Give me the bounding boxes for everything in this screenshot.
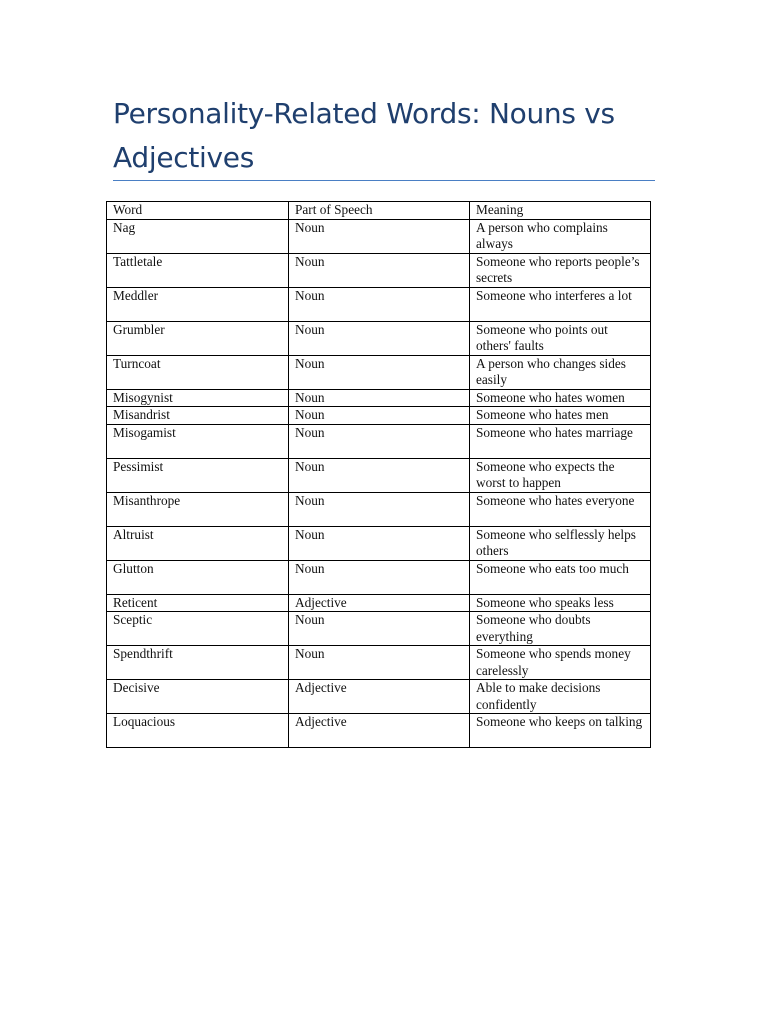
table-row bbox=[107, 287, 651, 321]
cell-part-of-speech: Noun bbox=[289, 407, 470, 425]
cell-word: Misandrist bbox=[107, 407, 289, 425]
cell-part-of-speech: Noun bbox=[289, 219, 470, 253]
table-row bbox=[107, 424, 651, 458]
cell-part-of-speech: Noun bbox=[289, 389, 470, 407]
cell-meaning: Someone who points out others' faults bbox=[470, 321, 651, 355]
cell-part-of-speech: Noun bbox=[289, 560, 470, 594]
cell-part-of-speech: Adjective bbox=[289, 680, 470, 714]
table-row bbox=[107, 355, 651, 389]
table-row bbox=[107, 594, 651, 612]
cell-meaning: Someone who eats too much bbox=[470, 560, 651, 594]
table-row bbox=[107, 680, 651, 714]
table-row bbox=[107, 612, 651, 646]
cell-part-of-speech: Noun bbox=[289, 612, 470, 646]
table-row bbox=[107, 219, 651, 253]
cell-meaning: Someone who reports people’s secrets bbox=[470, 253, 651, 287]
cell-word: Glutton bbox=[107, 560, 289, 594]
cell-meaning: Someone who spends money carelessly bbox=[470, 646, 651, 680]
cell-word: Meddler bbox=[107, 287, 289, 321]
vocabulary-table bbox=[106, 201, 651, 748]
cell-part-of-speech: Noun bbox=[289, 492, 470, 526]
cell-word: Altruist bbox=[107, 526, 289, 560]
document-title: Personality-Related Words: Nouns vs Adjectives bbox=[113, 97, 615, 174]
cell-part-of-speech: Noun bbox=[289, 253, 470, 287]
cell-word: Reticent bbox=[107, 594, 289, 612]
cell-meaning: A person who changes sides easily bbox=[470, 355, 651, 389]
cell-word: Misogamist bbox=[107, 424, 289, 458]
cell-word: Decisive bbox=[107, 680, 289, 714]
header-meaning: Meaning bbox=[470, 202, 651, 220]
cell-meaning: Someone who speaks less bbox=[470, 594, 651, 612]
cell-meaning: Someone who expects the worst to happen bbox=[470, 458, 651, 492]
table-row bbox=[107, 646, 651, 680]
cell-part-of-speech: Noun bbox=[289, 646, 470, 680]
table-row bbox=[107, 389, 651, 407]
table-row bbox=[107, 458, 651, 492]
cell-word: Turncoat bbox=[107, 355, 289, 389]
cell-word: Nag bbox=[107, 219, 289, 253]
cell-word: Misanthrope bbox=[107, 492, 289, 526]
cell-part-of-speech: Adjective bbox=[289, 714, 470, 748]
table-row bbox=[107, 321, 651, 355]
cell-meaning: Someone who keeps on talking bbox=[470, 714, 651, 748]
table-row bbox=[107, 253, 651, 287]
table-header-row bbox=[107, 202, 651, 220]
cell-part-of-speech: Noun bbox=[289, 355, 470, 389]
table-row bbox=[107, 492, 651, 526]
header-part-of-speech: Part of Speech bbox=[289, 202, 470, 220]
cell-meaning: Someone who selflessly helps others bbox=[470, 526, 651, 560]
cell-meaning: A person who complains always bbox=[470, 219, 651, 253]
table-row bbox=[107, 560, 651, 594]
cell-word: Loquacious bbox=[107, 714, 289, 748]
table-row bbox=[107, 407, 651, 425]
cell-part-of-speech: Noun bbox=[289, 526, 470, 560]
table-row bbox=[107, 714, 651, 748]
table-row bbox=[107, 526, 651, 560]
cell-meaning: Someone who hates women bbox=[470, 389, 651, 407]
cell-part-of-speech: Noun bbox=[289, 424, 470, 458]
cell-part-of-speech: Adjective bbox=[289, 594, 470, 612]
title-underline bbox=[113, 180, 655, 181]
cell-part-of-speech: Noun bbox=[289, 321, 470, 355]
cell-word: Spendthrift bbox=[107, 646, 289, 680]
header-word: Word bbox=[107, 202, 289, 220]
cell-meaning: Someone who doubts everything bbox=[470, 612, 651, 646]
cell-word: Grumbler bbox=[107, 321, 289, 355]
cell-word: Tattletale bbox=[107, 253, 289, 287]
cell-meaning: Someone who hates marriage bbox=[470, 424, 651, 458]
cell-meaning: Someone who hates everyone bbox=[470, 492, 651, 526]
cell-meaning: Someone who interferes a lot bbox=[470, 287, 651, 321]
cell-part-of-speech: Noun bbox=[289, 458, 470, 492]
cell-word: Pessimist bbox=[107, 458, 289, 492]
cell-word: Sceptic bbox=[107, 612, 289, 646]
cell-meaning: Someone who hates men bbox=[470, 407, 651, 425]
cell-word: Misogynist bbox=[107, 389, 289, 407]
cell-part-of-speech: Noun bbox=[289, 287, 470, 321]
cell-meaning: Able to make decisions confidently bbox=[470, 680, 651, 714]
